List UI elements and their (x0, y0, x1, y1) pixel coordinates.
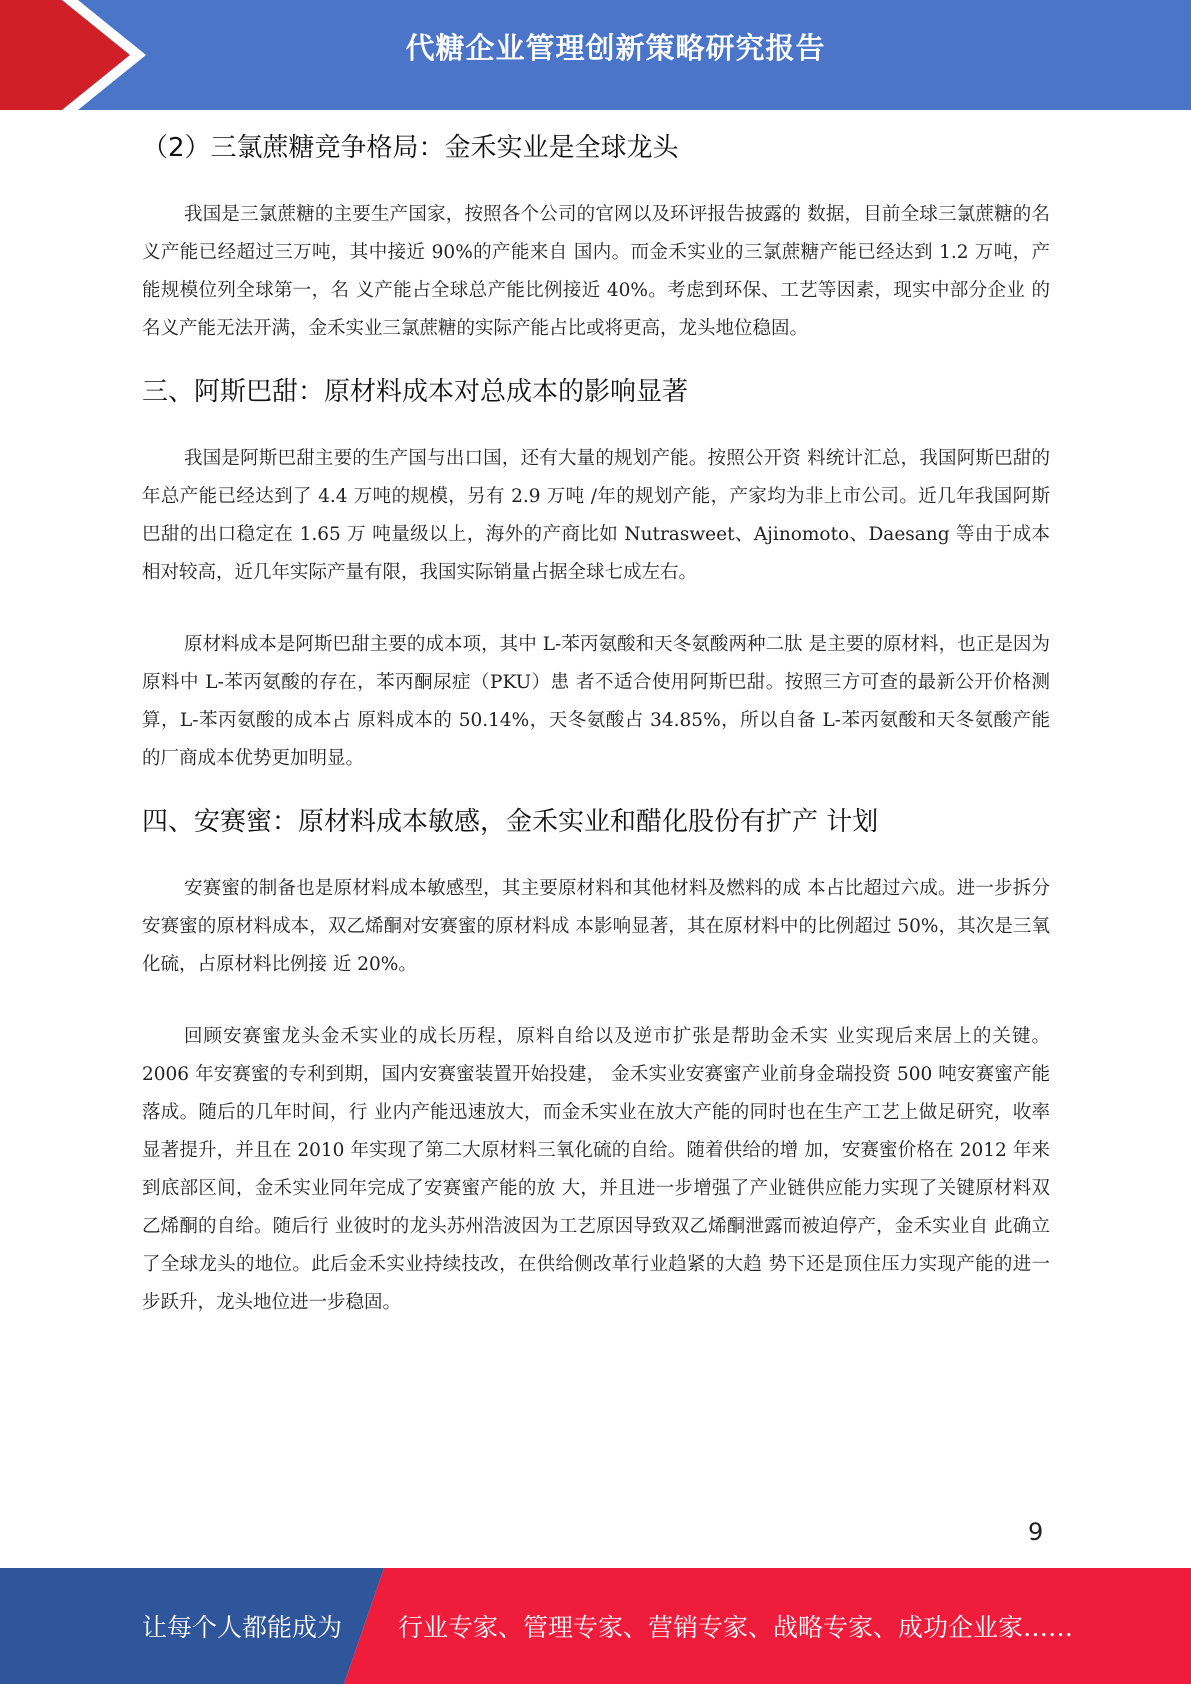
paragraph: 回顾安赛蜜龙头金禾实业的成长历程，原料自给以及逆市扩张是帮助金禾实 业实现后来居上的关键。2006 年安赛蜜的专利到期，国内安赛蜜装置开始投建， 金禾实业安赛蜜产业前身金瑞投资 500 吨安赛蜜产能落成。随后的几年时间，行 业内产能迅速放大，而金禾实业在放大产能的同时也在生产工艺上做足研究，收率 显著提升，并且在 2010 年实现了第二大原材料三氧化硫的自给。随着供给的增 加，安赛蜜价格在 2012 年来到底部区间，金禾实业同年完成了安赛蜜产能的放 大，并且进一步增强了产业链供应能力实现了关键原材料双乙烯酮的自给。随后行 业彼时的龙头苏州浩波因为工艺原因导致双乙烯酮泄露而被迫停产，金禾实业自 此确立了全球龙头的地位。此后金禾实业持续技改，在供给侧改革行业趋紧的大趋 势下还是顶住压力实现产能的进一步跃升，龙头地位进一步稳固。 (142, 1026, 1050, 1313)
document-body (142, 126, 1050, 1322)
page-footer (0, 1568, 1191, 1684)
paragraph: 我国是阿斯巴甜主要的生产国与出口国，还有大量的规划产能。按照公开资 料统计汇总，我国阿斯巴甜的年总产能已经达到了 4.4 万吨的规模，另有 2.9 万吨 /年的规划产能，产家均为非上市公司。近几年我国阿斯巴甜的出口稳定在 1.65 万 吨量级以上，海外的产商比如 Nutrasweet、Ajinomoto、Daesang 等由于成本 相对较高，近几年实际产量有限，我国实际销量占据全球七成左右。 (142, 448, 1050, 583)
paragraph: 安赛蜜的制备也是原材料成本敏感型，其主要原材料和其他材料及燃料的成 本占比超过六成。进一步拆分安赛蜜的原材料成本，双乙烯酮对安赛蜜的原材料成 本影响显著，其在原材料中的比例超过 50%，其次是三氧化硫，占原材料比例接 近 20%。 (142, 878, 1050, 975)
page-header (0, 0, 1191, 110)
section-heading: 三、阿斯巴甜：原材料成本对总成本的影响显著 (142, 377, 689, 407)
report-title: 代糖企业管理创新策略研究报告 (405, 31, 826, 65)
section-heading: （2）三氯蔗糖竞争格局：金禾实业是全球龙头 (142, 133, 679, 163)
section-heading: 四、安赛蜜：原材料成本敏感，金禾实业和醋化股份有扩产 计划 (142, 807, 879, 837)
paragraph: 原材料成本是阿斯巴甜主要的成本项，其中 L-苯丙氨酸和天冬氨酸两种二肽 是主要的原材料，也正是因为原料中 L-苯丙氨酸的存在，苯丙酮尿症（PKU）患 者不适合使用阿斯巴甜。按照三方可查的最新公开价格测算，L-苯丙氨酸的成本占 原料成本的 50.14%，天冬氨酸占 34.85%，所以自备 L-苯丙氨酸和天冬氨酸产能 的厂商成本优势更加明显。 (142, 634, 1050, 769)
paragraph: 我国是三氯蔗糖的主要生产国家，按照各个公司的官网以及环评报告披露的 数据，目前全球三氯蔗糖的名义产能已经超过三万吨，其中接近 90%的产能来自 国内。而金禾实业的三氯蔗糖产能已经达到 1.2 万吨，产能规模位列全球第一，名 义产能占全球总产能比例接近 40%。考虑到环保、工艺等因素，现实中部分企业 的名义产能无法开满，金禾实业三氯蔗糖的实际产能占比或将更高，龙头地位稳固。 (142, 204, 1050, 339)
footer-slogan-left: 让每个人都能成为 (142, 1613, 343, 1642)
footer-slogan-right: 行业专家、管理专家、营销专家、战略专家、成功企业家…… (398, 1613, 1074, 1642)
page-number: 9 (1028, 1518, 1044, 1546)
